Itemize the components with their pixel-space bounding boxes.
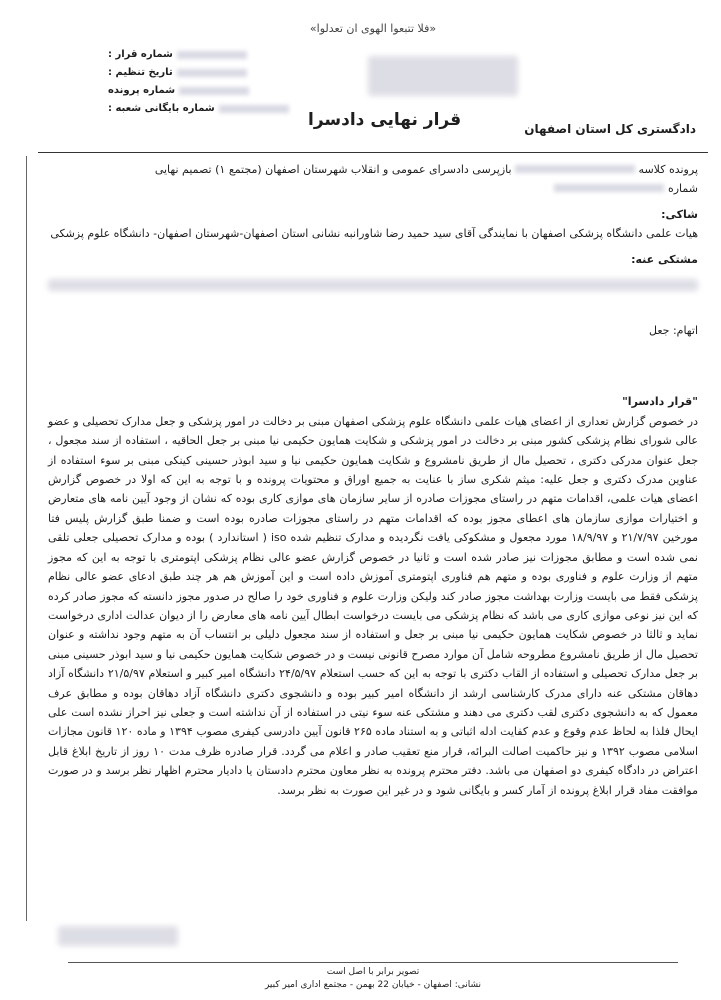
footer [38,966,708,992]
left-border [26,156,27,921]
footer-divider [68,962,678,963]
decision-number-field [108,46,358,64]
field-label: شماره بایگانی شعبه : [108,103,215,114]
footer-address: نشانی: اصفهان - خیابان 22 بهمن - مجتمع اداری امیر کبیر [264,980,482,990]
redacted-signature [58,926,178,946]
field-label: شماره قرار : [108,49,173,60]
redacted-value [179,87,249,95]
decision-body: در خصوص گزارش تعداری از اعضای هیات علمی دانشگاه علوم پزشکی اصفهان مبنی بر دخالت در امور پزشکی و جعل مدارک تحصیلی و عضو عالی شورای نظام پزشکی کشور مبنی بر دخالت در امور پزشکی و شکایت همایون حکیمی نیا مبنی بر جعل الحاقیه ، استفاده از سند مجعول ، جعل عنوان مدرکی دکتری ، تحصیل مال از طریق نامشروع و شکایت همایون حکیمی نیا و سید ابوذر حسینی کینکی مبنی بر سوء استفاده از عناوین مدرک دکتری و جعل علیه: میثم شکری ساز با عنایت به جمیع اوراق و محتویات پرونده و با توجه به این که اولا در خصوص گزارش اعضای هیات علمی، اقدامات متهم در راستای مجوزات صادره از سایر سازمان های موازی کاری بوده که نشان از وجود آیین نامه های متعارض و اختیارات موازی سازمان های اعطای مجوز بوده که اقدامات متهم در راستای مجوزات صادره بوده است و ضمنا طبق گزارش پلیس فتا مورخین ۲۱/۷/۹۷ و ۱۸/۹/۹۷ مورد مجعول و مشکوکی یافت نگردیده و مدارک تنظیم شده iso ( استاندارد ) بوده و مدارک تحصیلی جعلی تلقی نمی شده است و مطابق مجوزات نیز صادر شده است و ثانیا در خصوص گزارش عضو عالی نظام پزشکی اپتومتری با توجه به این که مجوز متهم از وزارت علوم و فناوری بوده و متهم هم فناوری اپتومتری آموزش داده است و این آموزش هم هر چند طبق ادعای عضو عالی نظام پزشکی فقط می بایست وزارت بهداشت مجوز صادر کند ولیکن وزارت علوم و فناوری خود را صالح در صدور مجوز دانسته که مجوز صادر کرده که این نیز نوعی موازی کاری می باشد که نظام پزشکی می بایست درخواست ابطال آیین نامه های معارض را از دیوان عدالت اداری درخواست نماید و ثالثا در خصوص شکایت همایون حکیمی نیا مبنی بر جعل و استفاده از سند مجعول دلیلی بر انتساب آن به متهم وجود نداشته و عنوان تحصیل مال از طریق نامشروع مطروحه شامل آن موارد مصرح قانونی نیست و در خصوص شکایت همایون حکیمی نیا و سید ابوذر حسینی مبنی بر جعل مدارک تحصیلی و استفاده از القاب دکتری با توجه به این که حسب استعلام ۲۴/۵/۹۷ دانشگاه امیر کبیر و استعلام ۲۱/۵/۹۷ دانشگاه آزاد دهاقان مشتکی عنه دارای مدرک کارشناسی ارشد از دانشگاه امیر کبیر بوده و دانشجوی دکتری دانشگاه آزاد دهاقان بوده و مطابق عرف معمول که به دانشجوی دکتری لقب دکتری می دهند و مشتکی عنه سوء نیتی در استفاده از آن نداشته است و جعلی نیز احراز نشده است علی ایحال فلذا به لحاظ عدم وقوع و عدم کفایت ادله اثباتی و به استناد ماده ۲۶۵ قانون آیین دادرسی کیفری مصوب ۱۳۹۴ و ماده ۱۲۰ قانون مجازات اسلامی مصوب ۱۳۹۲ و نیز حاکمیت اصالت البرائه، قرار منع تعقیب صادر و اعلام می گردد. قرار صادره ظرف مدت ۱۰ روز از تاریخ ابلاغ قابل اعتراض در دادگاه کیفری دو اصفهان می باشد. دفتر محترم پرونده به نظر معاون محترم دادستان یا دادیار محترم اظهار نظر برسد و در صورت موافقت مفاد قرار ابلاغ پرونده از آمار کسر و بایگانی شود و در غیر این صورت به نظر برسد. [48,414,699,797]
court-name: دادگستری کل استان اصفهان [524,122,696,136]
case-line-2: شماره [48,179,698,198]
decision-heading: "قرار دادسرا" [622,395,698,409]
redacted-value [177,69,247,77]
issue-date-field [108,64,358,82]
redacted-value [177,51,247,59]
plaintiff-label: شاکی: [661,207,698,221]
charge-line: اتهام: جعل [649,324,698,338]
redacted-value [515,165,635,173]
redacted-stamp [368,56,518,96]
document-title: قرار نهایی دادسرا [308,110,462,130]
motto: «فلا تتبعوا الهوی ان تعدلوا» [309,22,437,35]
plaintiff-text: هیات علمی دانشگاه پزشکی اصفهان با نمایندگی آقای سید حمید رضا شاورانبه نشانی استان اصفهان-شهرستان اصفهان- دانشگاه علوم پزشکی [50,227,698,241]
field-label: تاریخ تنظیم : [108,67,173,78]
certified-copy-note: تصویر برابر با اصل است [326,967,420,977]
redacted-value [554,184,664,192]
case-line: پرونده کلاسه بازپرسی دادسرای عمومی و انقلاب شهرستان اصفهان (مجتمع ۱) تصمیم نهایی [154,163,698,176]
document-page [38,16,708,991]
field-label: شماره پرونده [108,85,176,96]
header-fields [108,46,358,118]
defendant-redacted [48,269,698,313]
document-body [48,160,698,800]
redacted-value [219,105,289,113]
defendant-label: مشتکی عنه: [631,252,698,266]
header-divider [38,152,708,153]
case-number-field [108,82,358,100]
